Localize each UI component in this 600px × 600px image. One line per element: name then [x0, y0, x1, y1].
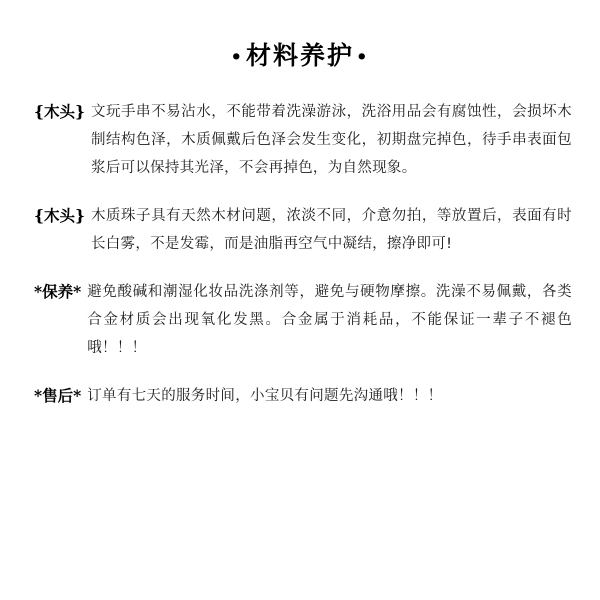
page-title-text: 材料养护	[245, 41, 354, 70]
care-entry-maintenance	[28, 278, 572, 362]
entry-text: 避免酸碱和潮湿化妆品洗涤剂等，避免与硬物摩擦。洗澡不易佩戴，各类合金材质会出现氧化发黑。合金属于消耗品，不能保证一辈子不褪色哦！！！	[87, 284, 572, 356]
entry-tag: *售后*	[34, 386, 82, 405]
page-title	[28, 36, 572, 72]
entry-tag: *保养*	[34, 282, 82, 301]
entry-text: 木质珠子具有天然木材问题，浓淡不同，介意勿拍，等放置后，表面有时长白雾，不是发霉，而是油脂再空气中凝结，擦净即可!	[90, 208, 572, 252]
title-left-ornament: •	[230, 46, 244, 68]
entry-tag: {木头}	[34, 206, 85, 225]
title-right-ornament: •	[356, 46, 370, 68]
entry-text: 订单有七天的服务时间，小宝贝有问题先沟通哦！！！	[87, 388, 443, 404]
entry-text: 文玩手串不易沾水，不能带着洗澡游泳，洗浴用品会有腐蚀性，会损坏木制结构色泽，木质佩戴后色泽会发生变化，初期盘完掉色，待手串表面包浆后可以保持其光泽，不会再掉色，为自然现象。	[90, 104, 572, 176]
entry-tag: {木头}	[34, 102, 85, 121]
care-entry-wood-1	[28, 98, 572, 182]
page-title-inner	[230, 36, 369, 72]
care-entry-after-sales	[28, 382, 572, 410]
care-entry-wood-2	[28, 202, 572, 258]
